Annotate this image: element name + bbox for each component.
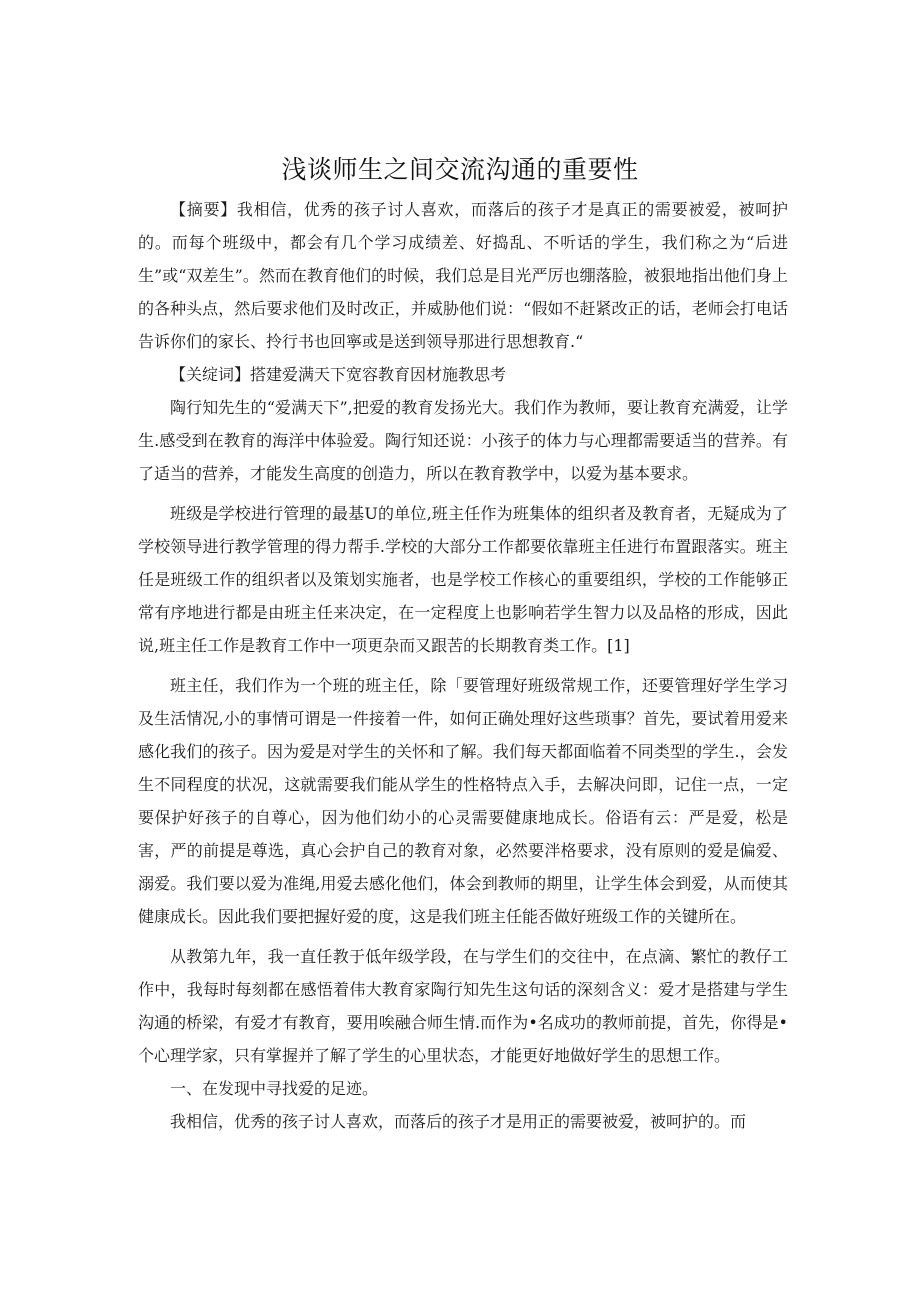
document-body [138, 193, 788, 1138]
body-paragraph: 我相信，优秀的孩子讨人喜欢，而落后的孩子才是用正的需要被爱，被呵护的。而 [170, 1112, 747, 1131]
body-paragraph: 班主任，我们作为一个班的班主任，除「要管理好班级常规工作，还要管理好学生学习及生活情况,小的事情可谓是一件接着一件，如何正确处理好这些琐事？首先，要试着用爱来感化我们的孩子。因为爱是对学生的关怀和了解。我们每天都面临着不同类型的学生.，会发生不同程度的状况，这就需要我们能从学生的性格特点入手，去解决问即，记住一点，一定要保护好孩子的自尊心，因为他们幼小的心灵需要健康地成长。俗语有云：严是爱，松是害，严的前提是尊选，真心会护自己的教育对象，必然要泮格要求，没有原则的爱是偏爱、溺爱。我们要以爱为准绳,用爱去感化他们，体会到教师的期里，让学生体会到爱，从而使其健康成长。因此我们要把握好爱的度，这是我们班主任能否做好班级工作的关键所在。 [138, 676, 788, 926]
section-heading: 一、在发现中寻找爱的足迹。 [170, 1079, 379, 1098]
body-paragraph: 陶行知先生的“爱满天下”,把爱的教育发扬光大。我们作为教师，要让教育充满爱，让学生.感受到在教育的海洋中体验爱。陶行知还说：小孩子的体力与心理都需要适当的营养。有了适当的营养，才能发生高度的创造力，所以在教育教学中，以爱为基本要求。 [138, 398, 788, 483]
keywords-paragraph: 【关绽词】搭建爱满天下宽容教育因材施教思考 [170, 365, 507, 384]
abstract-paragraph: 【摘要】我相信，优秀的孩子讨人喜欢，而落后的孩子才是真正的需要被爱，被呵护的。而每个班级中，都会有几个学习成绩差、好捣乱、不听话的学生，我们称之为“后进生”或“双差生”。然而在教育他们的时候，我们总是目光严厉也绷落脸，被狠地指出他们身上的各种头点，然后要求他们及时改正，并威胁他们说：“假如不赶紧改正的话，老师会打电话告诉你们的家长、拎行书也回寧或是送到领导那进行思想教育.“ [138, 200, 788, 351]
document-title: 浅谈师生之间交流沟通的重要性 [281, 155, 639, 184]
body-paragraph: 从教第九年，我一直任教于低年级学段，在与学生们的交往中，在点滴、繁忙的教仔工作中，我每时每刻都在感悟着伟大教育家陶行知先生这句话的深刻含义：爱才是搭建与学生沟通的桥梁，有爱才有教育，要用唉融合师生情.而作为•名成功的教师前提，首先，你得是•个心理学家，只有掌握并了解了学生的心里状态，才能更好地做好学生的思想工作。 [138, 947, 788, 1065]
body-paragraph: 班级是学校进行管理的最基U的单位,班主任作为班集体的组织者及教育者，无疑成为了学校领导进行教学管理的得力帮手.学校的大部分工作都要依靠班主任进行布置跟落实。班主任是班级工作的组织者以及策划实施者，也是学校工作核心的重要组织，学校的工作能够正常有序地进行都是由班主任来决定，在一定程度上也影响若学生智力以及品格的形成，因此说,班主任工作是教育工作中一项更杂而又跟苦的长期教育类工作。[1] [138, 504, 788, 655]
